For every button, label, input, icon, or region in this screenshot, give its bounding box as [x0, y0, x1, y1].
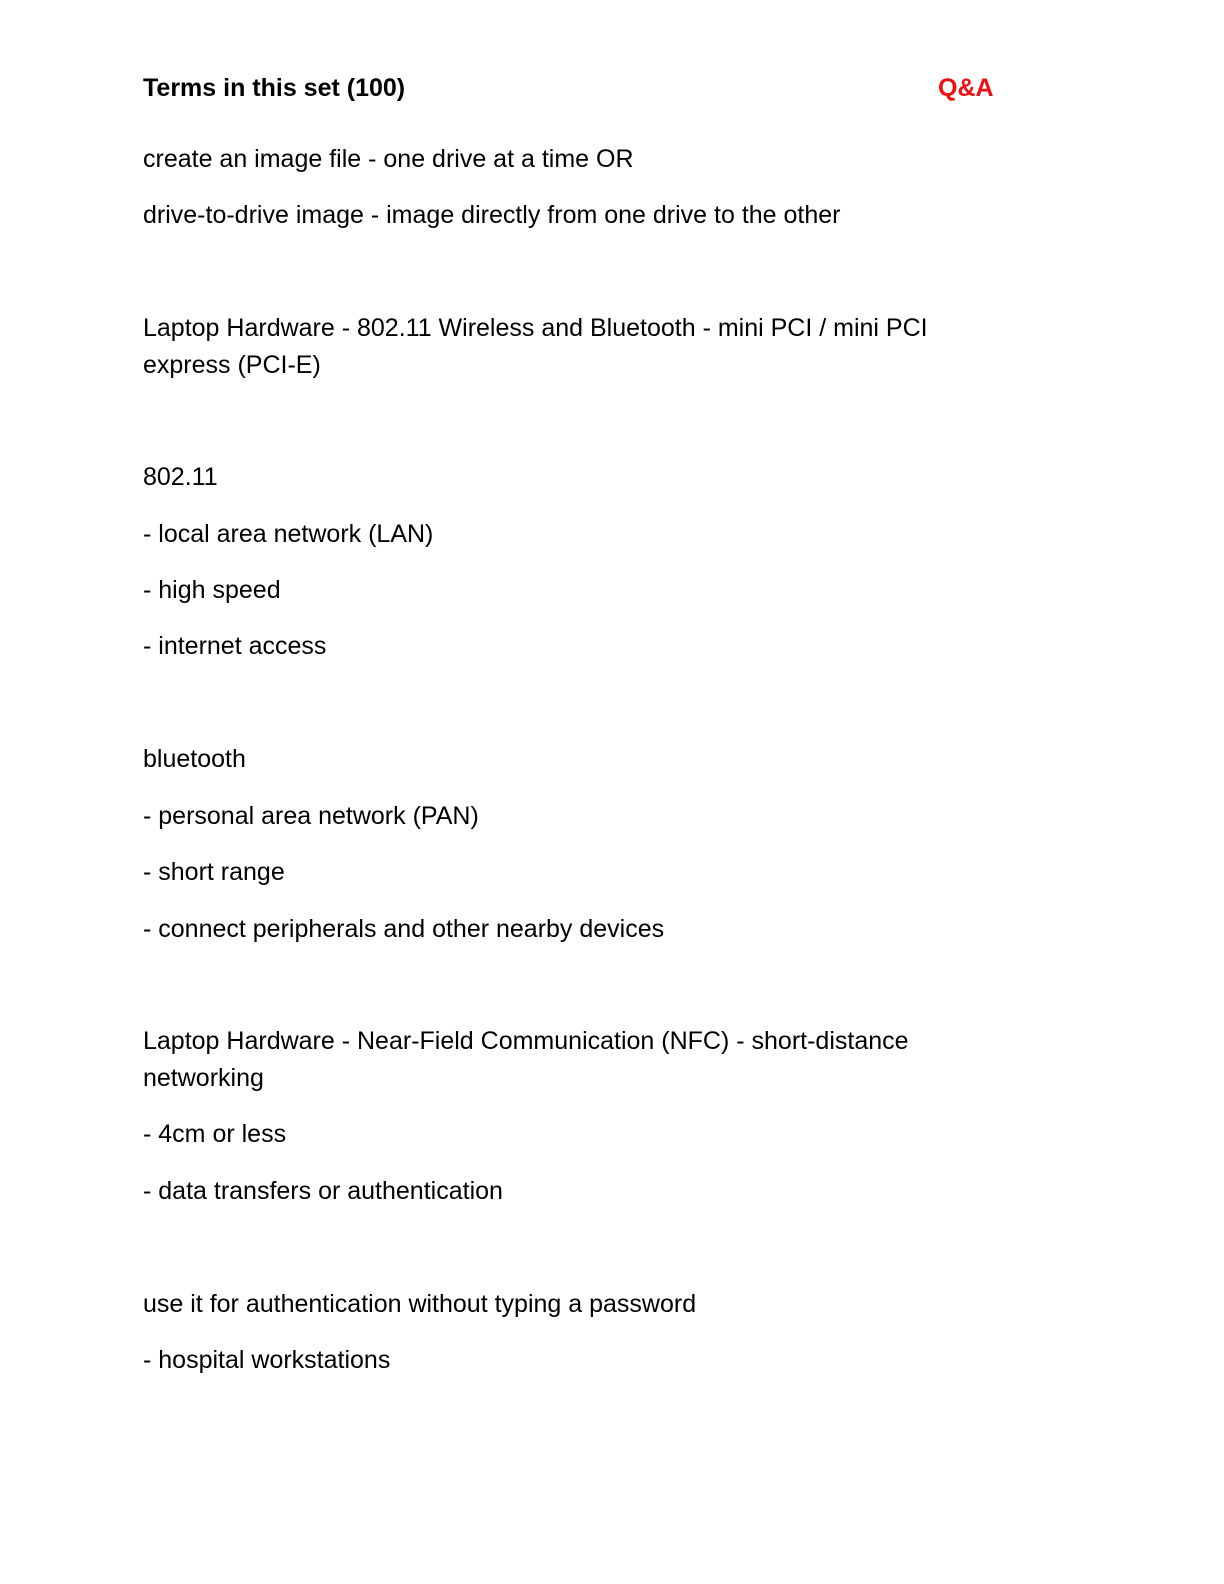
text-line: - local area network (LAN): [143, 520, 434, 548]
text-line: - 4cm or less: [143, 1120, 287, 1148]
text-line: 802.11: [143, 463, 218, 491]
text-line: - connect peripherals and other nearby devices: [143, 915, 665, 943]
text-line: - personal area network (PAN): [143, 802, 479, 830]
text-line: Laptop Hardware - 802.11 Wireless and Bluetooth - mini PCI / mini PCI: [143, 314, 928, 342]
text-line: bluetooth: [143, 745, 246, 773]
text-line: Laptop Hardware - Near-Field Communication (NFC) - short-distance: [143, 1027, 909, 1055]
text-line: - short range: [143, 858, 285, 886]
text-line: - hospital workstations: [143, 1346, 391, 1374]
text-line: drive-to-drive image - image directly from one drive to the other: [143, 201, 841, 229]
text-line: - high speed: [143, 576, 281, 604]
text-line: - data transfers or authentication: [143, 1177, 503, 1205]
set-title: Terms in this set (100): [143, 74, 406, 102]
text-line: express (PCI-E): [143, 351, 321, 379]
text-line: networking: [143, 1064, 264, 1092]
text-line: create an image file - one drive at a time OR: [143, 145, 634, 173]
text-line: use it for authentication without typing a password: [143, 1290, 697, 1318]
text-line: - internet access: [143, 632, 327, 660]
qa-tag: Q&A: [938, 74, 994, 102]
